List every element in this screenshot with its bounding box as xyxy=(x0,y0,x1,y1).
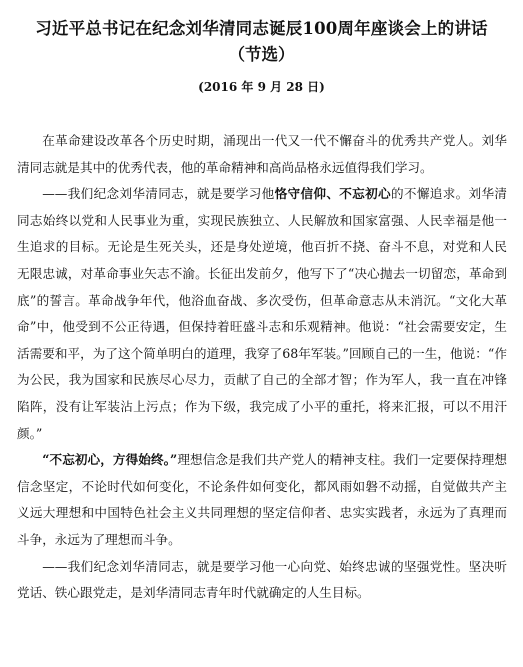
document-title: 习近平总书记在纪念刘华清同志诞辰100周年座谈会上的讲话 xyxy=(35,19,488,38)
document-body xyxy=(17,128,507,607)
paragraph-2-lead: ——我们纪念刘华清同志，就是要学习他 xyxy=(42,186,275,202)
paragraph-2 xyxy=(17,181,507,447)
paragraph-3-emphasis: “不忘初心，方得始终。” xyxy=(42,452,178,468)
paragraph-2-rest: 的不懈追求。刘华清同志始终以党和人民事业为重，实现民族独立、人民解放和国家富强、人民幸福是他一生追求的目标。无论是生死关头，还是身处逆境，他百折不挠、奋斗不息，对党和人民无限忠诚，对革命事业矢志不渝。长征出发前夕，他写下了“决心抛去一切留恋，革命到底”的誓言。革命战争年代，他浴血奋战、多次受伤，但革命意志从未消沉。“文化大革命”中，他受到不公正待遇，但保持着旺盛斗志和乐观精神。他说：“社会需要安定，生活需要和平，为了这个简单明白的道理，我穿了68年军装。”回顾自己的一生，他说：“作为公民，我为国家和民族尽心尽力，贡献了自己的全部才智；作为军人，我一直在冲锋陷阵，没有让军装沾上污点；作为下级，我完成了小平的重托，将来汇报，可以不用汗颜。” xyxy=(17,186,508,441)
paragraph-1: 在革命建设改革各个历史时期，涌现出一代又一代不懈奋斗的优秀共产党人。刘华清同志就是其中的优秀代表，他的革命精神和高尚品格永远值得我们学习。 xyxy=(17,133,507,175)
paragraph-3-rest: 理想信念是我们共产党人的精神支柱。我们一定要保持理想信念坚定，不论时代如何变化，不论条件如何变化，都风雨如磐不动摇，自觉做共产主义远大理想和中国特色社会主义共同理想的坚定信仰者、忠实实践者，永远为了真理而斗争，永远为了理想而斗争。 xyxy=(17,452,507,547)
paragraph-2-emphasis: 恪守信仰、不忘初心 xyxy=(274,186,391,202)
paragraph-3 xyxy=(17,447,507,553)
document-subtitle: （节选） xyxy=(228,45,295,64)
paragraph-4: ——我们纪念刘华清同志，就是要学习他一心向党、始终忠诚的坚强党性。坚决听党话、铁心跟党走，是刘华清同志青年时代就确定的人生目标。 xyxy=(17,558,507,601)
document-date: (2016 年 9 月 28 日) xyxy=(198,80,325,94)
